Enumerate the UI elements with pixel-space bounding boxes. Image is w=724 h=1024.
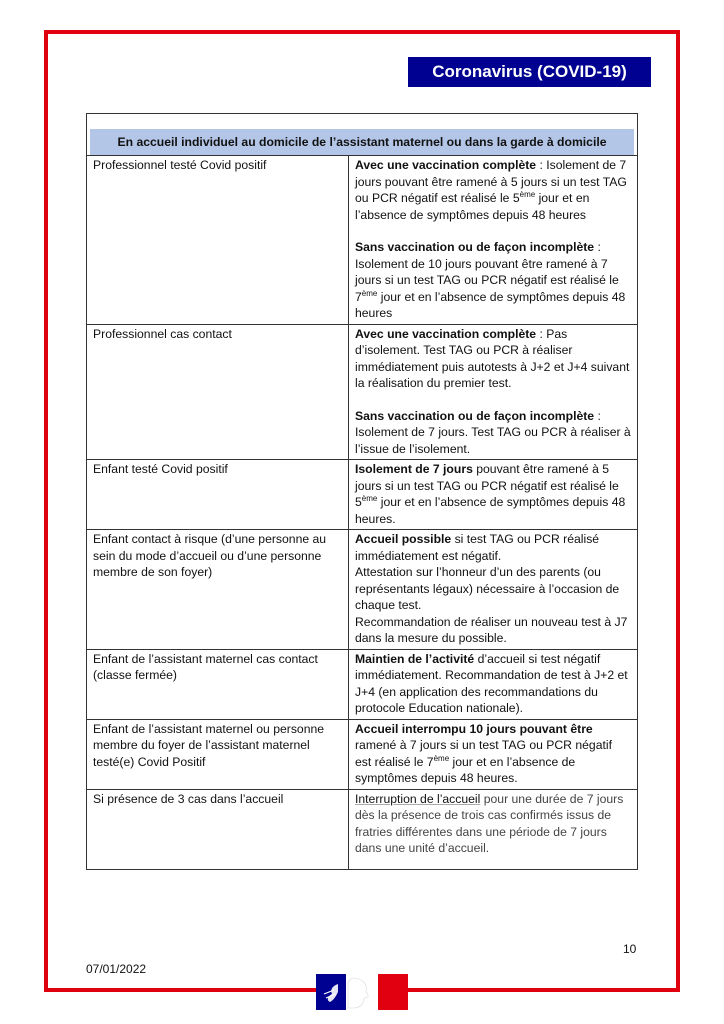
coronavirus-badge: Coronavirus (COVID-19) — [408, 57, 651, 87]
measure-paragraph: Sans vaccination ou de façon incomplète : Isolement de 10 jours pouvant être ramené à 7 jours si un test TAG ou PCR négatif est réalisé le 7ème jour et en l’absence de symptômes depuis 48 heures — [355, 240, 626, 320]
measure-paragraph: Interruption de l’accueil pour une durée de 7 jours dès la présence de trois cas confirmés issus de fratries différentes dans une période de 7 jours dans une unité d’accueil. — [355, 791, 624, 855]
measure-cell — [349, 530, 638, 650]
measure-cell — [349, 460, 638, 530]
measure-cell — [349, 156, 638, 325]
measure-paragraph: Maintien de l’activité d’accueil si test négatif immédiatement. Recommandation de test à J+2 et J+4 (en application des recommandations du protocole Education nationale). — [355, 651, 628, 715]
table-row — [87, 789, 638, 869]
situation-cell: Si présence de 3 cas dans l’accueil — [87, 789, 349, 869]
table-row — [87, 156, 638, 325]
measure-cell — [349, 324, 638, 460]
table-title: En accueil individuel au domicile de l’assistant maternel ou dans la garde à domicile — [90, 129, 634, 155]
table-row — [87, 460, 638, 530]
measure-paragraph: Accueil interrompu 10 jours pouvant être ramené à 7 jours si un test TAG ou PCR négatif est réalisé le 7ème jour et en l’absence de symptômes depuis 48 heures. — [355, 721, 612, 785]
measure-paragraph: Avec une vaccination complète : Pas d’isolement. Test TAG ou PCR à réaliser immédiatement puis autotests à J+2 et J+4 suivant la réalisation du premier test. — [355, 326, 630, 390]
situation-cell: Professionnel cas contact — [87, 324, 349, 460]
table-row — [87, 324, 638, 460]
measure-paragraph: Isolement de 7 jours pouvant être ramené à 5 jours si un test TAG ou PCR négatif est réalisé le 5ème jour et en l’absence de symptômes depuis 48 heures. — [355, 462, 626, 526]
measure-paragraph: Attestation sur l’honneur d’un des parents (ou représentants légaux) nécessaire à l’occasion de chaque test. — [355, 565, 620, 612]
table-header-row — [87, 114, 638, 156]
table-row — [87, 719, 638, 789]
situation-cell: Enfant contact à risque (d’une personne au sein du mode d’accueil ou d’une personne membre de son foyer) — [87, 530, 349, 650]
measure-paragraph: Sans vaccination ou de façon incomplète : Isolement de 7 jours. Test TAG ou PCR à réaliser à l’issue de l’isolement. — [355, 408, 631, 456]
measure-cell — [349, 719, 638, 789]
situation-cell: Enfant de l’assistant maternel cas contact (classe fermée) — [87, 649, 349, 719]
measure-paragraph: Avec une vaccination complète : Isolement de 7 jours pouvant être ramené à 5 jours si un test TAG ou PCR négatif est réalisé le 5ème jour et en l’absence de symptômes depuis 48 heures — [355, 158, 627, 222]
measure-paragraph: Recommandation de réaliser un nouveau test à J7 dans la mesure du possible. — [355, 614, 628, 645]
marianne-profile-icon — [316, 974, 346, 1010]
situation-cell: Enfant de l’assistant maternel ou personne membre du foyer de l’assistant maternel testé(e) Covid Positif — [87, 719, 349, 789]
page-number: 10 — [623, 942, 637, 956]
marianne-logo-icon — [316, 974, 408, 1010]
measure-cell — [349, 789, 638, 869]
footer-date: 07/01/2022 — [86, 962, 147, 976]
table-row — [87, 530, 638, 650]
situation-cell: Professionnel testé Covid positif — [87, 156, 349, 325]
table-row — [87, 649, 638, 719]
measure-cell — [349, 649, 638, 719]
situation-cell: Enfant testé Covid positif — [87, 460, 349, 530]
measure-paragraph: Accueil possible si test TAG ou PCR réalisé immédiatement est négatif. — [355, 532, 600, 563]
protocol-table — [86, 113, 638, 870]
